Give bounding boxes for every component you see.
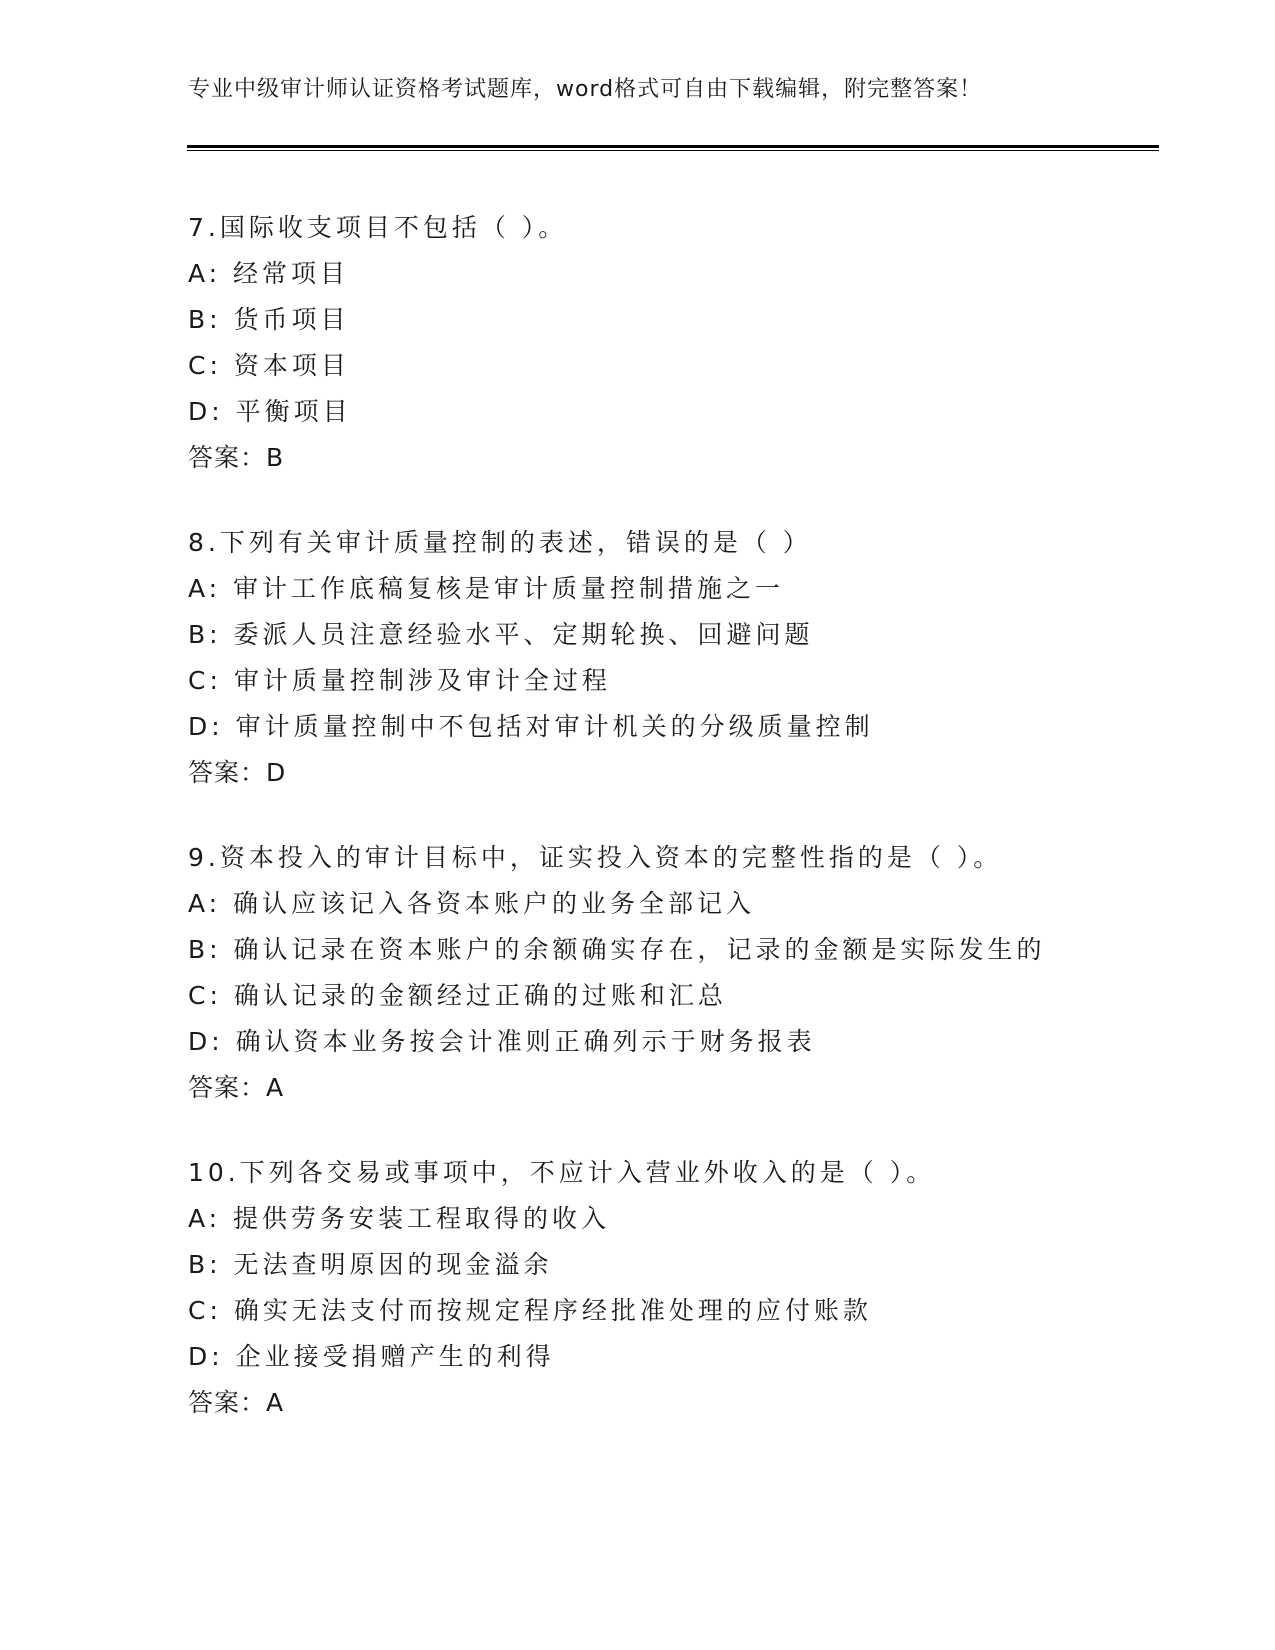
question-10 xyxy=(188,1150,1148,1426)
option-a: A: 提供劳务安装工程取得的收入 xyxy=(188,1204,611,1233)
option-d: D: 确认资本业务按会计准则正确列示于财务报表 xyxy=(188,1027,816,1056)
page-header: 专业中级审计师认证资格考试题库，word格式可自由下载编辑，附完整答案！ xyxy=(188,77,983,102)
question-stem: 7.国际收支项目不包括（ ）。 xyxy=(188,213,568,242)
option-a: A: 经常项目 xyxy=(188,259,350,288)
option-c: C: 确认记录的金额经过正确的过账和汇总 xyxy=(188,981,727,1010)
option-a: A: 审计工作底稿复核是审计质量控制措施之一 xyxy=(188,574,785,603)
answer: 答案：A xyxy=(188,1073,285,1102)
answer: 答案：A xyxy=(188,1388,285,1417)
question-stem: 8.下列有关审计质量控制的表述，错误的是（ ） xyxy=(188,528,812,557)
option-d: D: 企业接受捐赠产生的利得 xyxy=(188,1342,555,1371)
header-rule-thick xyxy=(187,145,1159,148)
option-a: A: 确认应该记入各资本账户的业务全部记入 xyxy=(188,889,756,918)
option-d: D: 平衡项目 xyxy=(188,397,352,426)
question-stem: 9.资本投入的审计目标中，证实投入资本的完整性指的是（ ）。 xyxy=(188,843,1003,872)
question-9 xyxy=(188,835,1148,1111)
option-c: C: 审计质量控制涉及审计全过程 xyxy=(188,666,611,695)
question-8 xyxy=(188,520,1148,796)
option-d: D: 审计质量控制中不包括对审计机关的分级质量控制 xyxy=(188,712,874,741)
option-b: B: 无法查明原因的现金溢余 xyxy=(188,1250,553,1279)
answer: 答案：B xyxy=(188,443,285,472)
option-b: B: 货币项目 xyxy=(188,305,350,334)
header-rule-thin xyxy=(187,150,1159,151)
question-stem: 10.下列各交易或事项中，不应计入营业外收入的是（ ）。 xyxy=(188,1158,936,1187)
answer: 答案：D xyxy=(188,758,287,787)
option-c: C: 确实无法支付而按规定程序经批准处理的应付账款 xyxy=(188,1296,872,1325)
option-b: B: 确认记录在资本账户的余额确实存在，记录的金额是实际发生的 xyxy=(188,935,1046,964)
question-7 xyxy=(188,205,1148,481)
option-b: B: 委派人员注意经验水平、定期轮换、回避问题 xyxy=(188,620,814,649)
option-c: C: 资本项目 xyxy=(188,351,350,380)
question-list xyxy=(188,205,1148,1465)
